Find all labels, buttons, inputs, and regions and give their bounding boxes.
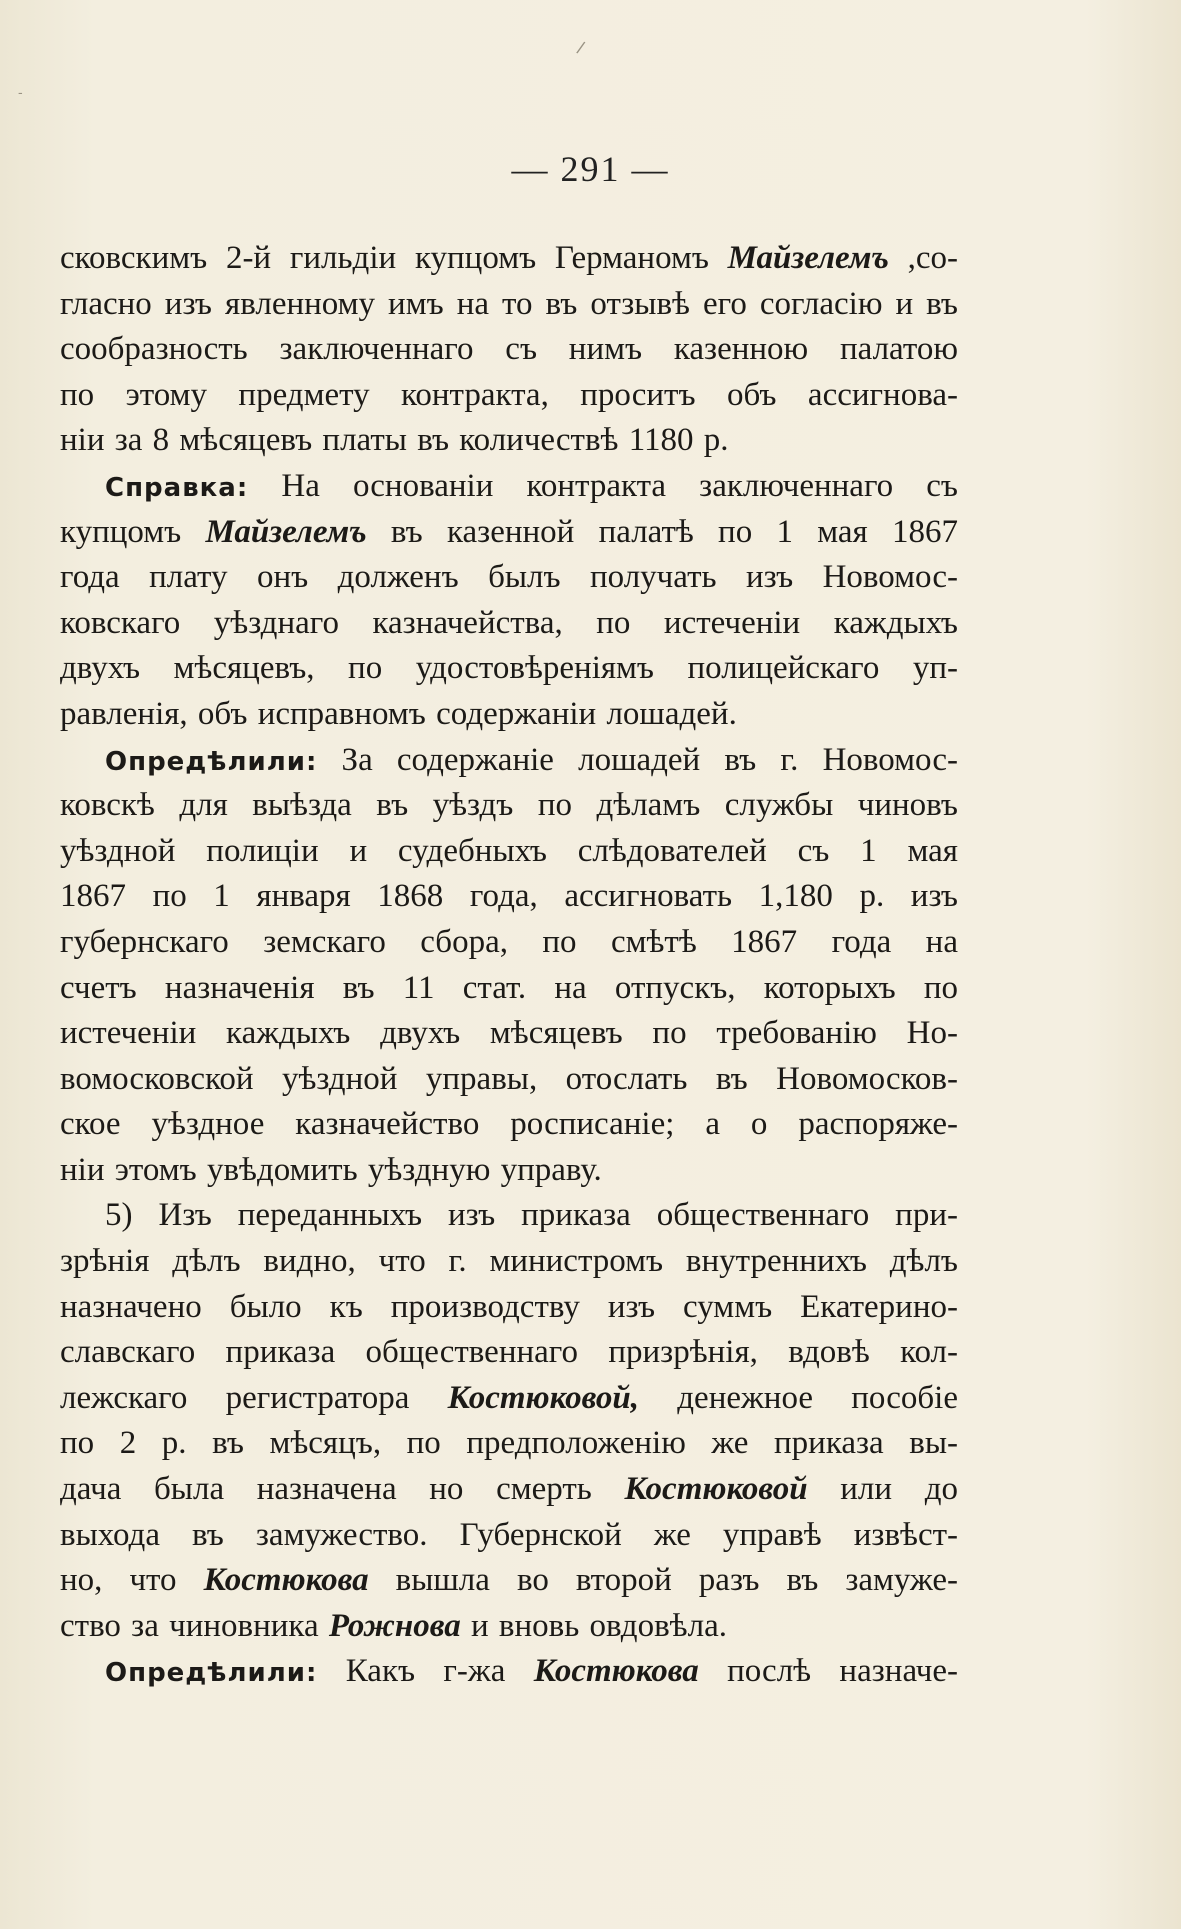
text-run: по 2 р. въ мѣсяцъ, по предположенiю же приказа вы-	[60, 1425, 958, 1462]
italic-name: Майзелемъ	[727, 240, 889, 276]
text-run: сковскимъ 2-й гильдiи купцомъ Германомъ	[60, 240, 728, 276]
italic-name: Майзелемъ	[205, 513, 367, 550]
text-line	[60, 738, 958, 784]
text-run: нiи за 8 мѣсяцевъ платы въ количествѣ 1180 р.	[60, 422, 729, 459]
text-line	[60, 373, 958, 419]
italic-name: Костюкова	[203, 1562, 369, 1599]
text-run: послѣ назначе-	[698, 1653, 958, 1690]
text-line	[60, 646, 958, 692]
text-run: двухъ мѣсяцевъ, по удостовѣренiямъ полицейскаго уп-	[60, 650, 958, 687]
page-number: — 291 —	[511, 149, 670, 189]
text-line	[60, 874, 958, 920]
body-text	[60, 236, 958, 1695]
text-run: и вновь овдовѣла.	[460, 1607, 727, 1644]
text-run: сообразность заключеннаго съ нимъ казенною палатою	[60, 331, 958, 368]
text-run: гласно изъ явленному имъ на то въ отзывѣ его согласiю и въ	[60, 285, 958, 322]
text-line	[60, 1239, 958, 1285]
text-run: денежное пособiе	[639, 1379, 958, 1416]
text-run: нiи этомъ увѣдомить уѣздную управу.	[60, 1151, 602, 1188]
text-run: зрѣнiя дѣлъ видно, что г. министромъ внутреннихъ дѣлъ	[60, 1243, 958, 1280]
text-line	[60, 1193, 958, 1239]
section-label: Опредѣлили:	[105, 1658, 318, 1689]
text-run: ство за чиновника	[60, 1607, 329, 1644]
text-run: уѣздной полицiи и судебныхъ слѣдователей съ 1 мая	[60, 832, 958, 869]
section-label: Справка:	[105, 472, 249, 503]
text-run: 5) Изъ переданныхъ изъ приказа общественнаго при-	[105, 1197, 958, 1234]
text-run: равленiя, объ исправномъ содержанiи лошадей.	[60, 695, 737, 732]
italic-name: Костюкова	[533, 1653, 699, 1690]
text-run: года плату онъ долженъ былъ получать изъ Новомос-	[60, 559, 958, 596]
text-run: по этому предмету контракта, проситъ объ ассигнова-	[60, 376, 958, 413]
text-run: назначено было къ производству изъ суммъ Екатерино-	[60, 1288, 958, 1325]
text-line	[60, 1558, 958, 1604]
text-line	[60, 920, 958, 966]
text-run: счетъ назначенiя въ 11 стат. на отпускъ, которыхъ по	[60, 969, 958, 1006]
italic-name: Костюковой	[624, 1471, 808, 1508]
text-run: вышла во второй разъ въ замуже-	[368, 1562, 958, 1599]
text-line	[60, 601, 958, 647]
text-run: выхода въ замужество. Губернской же управѣ извѣст-	[60, 1516, 958, 1553]
text-line	[60, 692, 958, 738]
text-line	[60, 1604, 958, 1650]
text-run: губернскаго земскаго сбора, по смѣтѣ 1867 года на	[60, 923, 958, 960]
text-line	[60, 464, 958, 510]
text-run: вомосковской уѣздной управы, отослать въ Новомосков-	[60, 1060, 958, 1097]
text-run: дача была назначена но смерть	[60, 1471, 625, 1508]
text-line	[60, 1011, 958, 1057]
text-line	[60, 1649, 958, 1695]
italic-name: Костюковой,	[447, 1379, 640, 1416]
text-line	[60, 510, 958, 556]
text-line	[60, 1513, 958, 1559]
text-run: За содержанiе лошадей въ г. Новомос-	[317, 741, 958, 778]
text-line	[60, 1102, 958, 1148]
text-run: но, что	[60, 1562, 204, 1599]
text-line	[60, 418, 958, 464]
text-run: ковскаго уѣзднаго казначейства, по истеченiи каждыхъ	[60, 604, 958, 641]
text-run: На основанiи контракта заключеннаго съ	[248, 467, 958, 504]
text-line	[60, 1148, 958, 1194]
text-line	[60, 1421, 958, 1467]
text-line	[60, 783, 958, 829]
margin-tick-mark: /	[574, 37, 587, 59]
text-run: Какъ г-жа	[317, 1653, 534, 1690]
text-run: 1867 по 1 января 1868 года, ассигновать 1,180 р. изъ	[60, 878, 958, 915]
text-line	[60, 1330, 958, 1376]
text-line	[60, 1285, 958, 1331]
text-run: лежскаго регистратора	[60, 1379, 448, 1416]
text-run: истеченiи каждыхъ двухъ мѣсяцевъ по требованiю Но-	[60, 1015, 958, 1052]
text-line	[60, 829, 958, 875]
text-run: славскаго приказа общественнаго призрѣнiя, вдовѣ кол-	[60, 1334, 958, 1371]
text-run: ковскѣ для выѣзда въ уѣздъ по дѣламъ службы чиновъ	[60, 787, 958, 824]
text-line	[60, 1467, 958, 1513]
margin-tick-mark: -	[18, 84, 23, 100]
text-line	[60, 327, 958, 373]
italic-name: Рожнова	[328, 1607, 461, 1644]
text-line	[60, 282, 958, 328]
text-line	[60, 966, 958, 1012]
text-run: ское уѣздное казначейство росписанiе; а о распоряже-	[60, 1106, 958, 1143]
text-run: купцомъ	[60, 513, 206, 550]
text-line	[60, 1376, 958, 1422]
text-run: или до	[807, 1471, 958, 1508]
text-line	[60, 555, 958, 601]
text-run: въ казенной палатѣ по 1 мая 1867	[366, 513, 958, 550]
section-label: Опредѣлили:	[105, 746, 318, 777]
text-line	[60, 1057, 958, 1103]
text-run: ,со-	[888, 240, 959, 276]
text-line	[60, 236, 958, 282]
